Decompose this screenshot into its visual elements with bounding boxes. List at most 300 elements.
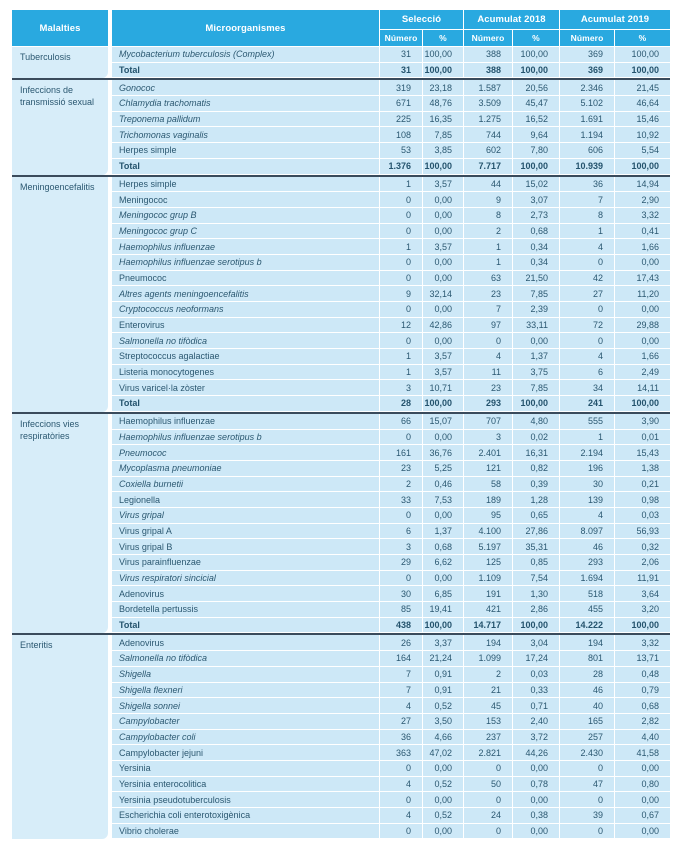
numero-value: 36 xyxy=(380,730,422,745)
numero-value: 257 xyxy=(560,730,614,745)
numero-value: 23 xyxy=(464,380,512,395)
numero-value: 34 xyxy=(560,380,614,395)
percent-value: 32,14 xyxy=(423,286,463,301)
percent-value: 0,03 xyxy=(615,508,670,523)
percent-value: 9,64 xyxy=(513,127,559,142)
percent-value: 0,00 xyxy=(615,255,670,270)
table-row xyxy=(112,667,670,682)
numero-value: 26 xyxy=(380,635,422,650)
percent-value: 0,00 xyxy=(615,824,670,839)
numero-value: 47 xyxy=(560,777,614,792)
percent-value: 13,71 xyxy=(615,651,670,666)
numero-value: 28 xyxy=(560,667,614,682)
numero-value: 28 xyxy=(380,396,422,411)
percent-value: 0,02 xyxy=(513,430,559,445)
numero-value: 0 xyxy=(380,824,422,839)
percent-value: 42,86 xyxy=(423,318,463,333)
microorganism-name: Campylobacter xyxy=(112,714,379,729)
percent-value: 3,07 xyxy=(513,192,559,207)
section-rows xyxy=(112,635,670,839)
percent-value: 3,64 xyxy=(615,586,670,601)
numero-value: 1.109 xyxy=(464,571,512,586)
percent-value: 27,86 xyxy=(513,524,559,539)
percent-value: 19,41 xyxy=(423,602,463,617)
microorganism-name: Virus gripal B xyxy=(112,539,379,554)
table-row xyxy=(112,635,670,650)
percent-value: 0,68 xyxy=(513,224,559,239)
table-row xyxy=(112,96,670,111)
col-subheader-numero: Número xyxy=(464,30,512,46)
total-label: Total xyxy=(112,159,379,174)
table-row xyxy=(112,602,670,617)
numero-value: 153 xyxy=(464,714,512,729)
percent-value: 0,85 xyxy=(513,555,559,570)
numero-value: 29 xyxy=(380,555,422,570)
percent-value: 0,00 xyxy=(615,333,670,348)
percent-value: 33,11 xyxy=(513,318,559,333)
percent-value: 0,67 xyxy=(615,808,670,823)
col-header-microorganismes: Microorganismes xyxy=(112,10,379,46)
percent-value: 5,25 xyxy=(423,461,463,476)
numero-value: 40 xyxy=(560,698,614,713)
numero-value: 95 xyxy=(464,508,512,523)
table-row xyxy=(112,492,670,507)
numero-value: 44 xyxy=(464,177,512,192)
numero-value: 0 xyxy=(380,792,422,807)
microorganism-name: Pneumococ xyxy=(112,271,379,286)
microorganism-name: Coxiella burnetii xyxy=(112,477,379,492)
table-row xyxy=(112,112,670,127)
percent-value: 3,57 xyxy=(423,239,463,254)
numero-value: 3.509 xyxy=(464,96,512,111)
numero-value: 0 xyxy=(380,333,422,348)
percent-value: 1,66 xyxy=(615,349,670,364)
numero-value: 7.717 xyxy=(464,159,512,174)
section-rows xyxy=(112,47,670,78)
percent-value: 1,30 xyxy=(513,586,559,601)
table-row xyxy=(112,445,670,460)
table-row xyxy=(112,824,670,839)
table-row xyxy=(112,80,670,95)
percent-value: 0,00 xyxy=(513,824,559,839)
table-row xyxy=(112,761,670,776)
microorganism-name: Meningococ xyxy=(112,192,379,207)
percent-value: 3,04 xyxy=(513,635,559,650)
numero-value: 2.194 xyxy=(560,445,614,460)
numero-value: 369 xyxy=(560,47,614,62)
percent-value: 100,00 xyxy=(423,618,463,633)
table-row xyxy=(112,177,670,192)
numero-value: 1.194 xyxy=(560,127,614,142)
numero-value: 0 xyxy=(380,761,422,776)
percent-value: 0,65 xyxy=(513,508,559,523)
percent-value: 3,50 xyxy=(423,714,463,729)
numero-value: 27 xyxy=(560,286,614,301)
percent-value: 100,00 xyxy=(423,159,463,174)
percent-value: 4,66 xyxy=(423,730,463,745)
total-label: Total xyxy=(112,618,379,633)
percent-value: 0,34 xyxy=(513,239,559,254)
percent-value: 3,57 xyxy=(423,365,463,380)
table-row xyxy=(112,208,670,223)
numero-value: 0 xyxy=(380,224,422,239)
table-row xyxy=(112,477,670,492)
percent-value: 0,00 xyxy=(423,333,463,348)
percent-value: 0,78 xyxy=(513,777,559,792)
percent-value: 2,73 xyxy=(513,208,559,223)
table-body xyxy=(12,47,670,839)
numero-value: 7 xyxy=(380,683,422,698)
numero-value: 0 xyxy=(380,208,422,223)
percent-value: 2,49 xyxy=(615,365,670,380)
total-label: Total xyxy=(112,396,379,411)
microorganisms-table xyxy=(12,10,670,839)
percent-value: 14,11 xyxy=(615,380,670,395)
numero-value: 161 xyxy=(380,445,422,460)
table-header xyxy=(12,10,670,46)
col-subheader-numero: Número xyxy=(380,30,422,46)
numero-value: 293 xyxy=(464,396,512,411)
numero-value: 36 xyxy=(560,177,614,192)
percent-value: 0,00 xyxy=(423,571,463,586)
col-group-acumulat-2018: Acumulat 2018 xyxy=(464,10,559,29)
table-row xyxy=(112,333,670,348)
numero-value: 3 xyxy=(380,539,422,554)
numero-value: 46 xyxy=(560,683,614,698)
percent-value: 3,85 xyxy=(423,143,463,158)
microorganism-name: Herpes simple xyxy=(112,177,379,192)
percent-value: 14,94 xyxy=(615,177,670,192)
numero-value: 1.275 xyxy=(464,112,512,127)
numero-value: 2 xyxy=(464,224,512,239)
percent-value: 6,85 xyxy=(423,586,463,601)
percent-value: 17,24 xyxy=(513,651,559,666)
numero-value: 139 xyxy=(560,492,614,507)
microorganism-name: Adenovirus xyxy=(112,586,379,601)
table-row xyxy=(112,271,670,286)
percent-value: 15,46 xyxy=(615,112,670,127)
percent-value: 100,00 xyxy=(423,47,463,62)
numero-value: 4 xyxy=(380,698,422,713)
percent-value: 47,02 xyxy=(423,745,463,760)
percent-value: 100,00 xyxy=(615,159,670,174)
numero-value: 12 xyxy=(380,318,422,333)
table-row xyxy=(112,555,670,570)
numero-value: 45 xyxy=(464,698,512,713)
disease-label: Enteritis xyxy=(12,635,108,839)
percent-value: 3,72 xyxy=(513,730,559,745)
microorganism-name: Haemophilus influenzae serotipus b xyxy=(112,255,379,270)
numero-value: 194 xyxy=(560,635,614,650)
percent-value: 29,88 xyxy=(615,318,670,333)
percent-value: 0,91 xyxy=(423,683,463,698)
percent-value: 0,52 xyxy=(423,808,463,823)
numero-value: 4 xyxy=(464,349,512,364)
microorganism-name: Virus parainfluenzae xyxy=(112,555,379,570)
microorganism-name: Escherichia coli enterotoxigènica xyxy=(112,808,379,823)
microorganism-name: Listeria monocytogenes xyxy=(112,365,379,380)
microorganism-name: Meningococ grup C xyxy=(112,224,379,239)
percent-value: 0,00 xyxy=(423,208,463,223)
microorganism-name: Chlamydia trachomatis xyxy=(112,96,379,111)
disease-section xyxy=(12,78,670,174)
percent-value: 0,38 xyxy=(513,808,559,823)
table-row xyxy=(112,683,670,698)
percent-value: 56,93 xyxy=(615,524,670,539)
microorganism-name: Yersinia enterocolitica xyxy=(112,777,379,792)
numero-value: 9 xyxy=(380,286,422,301)
numero-value: 1 xyxy=(560,430,614,445)
percent-value: 2,90 xyxy=(615,192,670,207)
numero-value: 744 xyxy=(464,127,512,142)
percent-value: 0,21 xyxy=(615,477,670,492)
col-group-seleccio: Selecció xyxy=(380,10,463,29)
numero-value: 8 xyxy=(560,208,614,223)
numero-value: 237 xyxy=(464,730,512,745)
numero-value: 438 xyxy=(380,618,422,633)
percent-value: 0,34 xyxy=(513,255,559,270)
microorganism-name: Yersinia xyxy=(112,761,379,776)
numero-value: 1 xyxy=(380,349,422,364)
numero-value: 7 xyxy=(380,667,422,682)
percent-value: 10,92 xyxy=(615,127,670,142)
microorganism-name: Virus respiratori sincicial xyxy=(112,571,379,586)
disease-section xyxy=(12,175,670,412)
table-row xyxy=(112,365,670,380)
percent-value: 0,80 xyxy=(615,777,670,792)
percent-value: 100,00 xyxy=(615,47,670,62)
percent-value: 0,68 xyxy=(423,539,463,554)
microorganism-name: Pneumococ xyxy=(112,445,379,460)
percent-value: 17,43 xyxy=(615,271,670,286)
percent-value: 100,00 xyxy=(615,618,670,633)
disease-label: Meningoencefalitis xyxy=(12,177,108,412)
numero-value: 555 xyxy=(560,414,614,429)
percent-value: 100,00 xyxy=(513,396,559,411)
table-row xyxy=(112,571,670,586)
table-row xyxy=(112,745,670,760)
numero-value: 23 xyxy=(380,461,422,476)
microorganism-name: Shigella sonnei xyxy=(112,698,379,713)
numero-value: 4 xyxy=(560,349,614,364)
percent-value: 4,40 xyxy=(615,730,670,745)
numero-value: 7 xyxy=(464,302,512,317)
percent-value: 2,40 xyxy=(513,714,559,729)
total-row xyxy=(112,396,670,411)
numero-value: 606 xyxy=(560,143,614,158)
numero-value: 194 xyxy=(464,635,512,650)
disease-section xyxy=(12,633,670,839)
percent-value: 0,91 xyxy=(423,667,463,682)
percent-value: 0,00 xyxy=(423,255,463,270)
microorganism-name: Treponema pallidum xyxy=(112,112,379,127)
numero-value: 388 xyxy=(464,47,512,62)
numero-value: 1 xyxy=(380,239,422,254)
numero-value: 0 xyxy=(560,333,614,348)
percent-value: 0,00 xyxy=(423,508,463,523)
section-rows xyxy=(112,177,670,412)
percent-value: 45,47 xyxy=(513,96,559,111)
table-row xyxy=(112,698,670,713)
percent-value: 3,32 xyxy=(615,208,670,223)
table-row xyxy=(112,539,670,554)
percent-value: 0,52 xyxy=(423,698,463,713)
percent-value: 20,56 xyxy=(513,80,559,95)
percent-value: 3,57 xyxy=(423,177,463,192)
numero-value: 421 xyxy=(464,602,512,617)
percent-value: 3,37 xyxy=(423,635,463,650)
table-row xyxy=(112,47,670,62)
numero-value: 2 xyxy=(380,477,422,492)
numero-value: 4.100 xyxy=(464,524,512,539)
percent-value: 0,79 xyxy=(615,683,670,698)
percent-value: 46,64 xyxy=(615,96,670,111)
percent-value: 3,75 xyxy=(513,365,559,380)
numero-value: 0 xyxy=(560,824,614,839)
table-row xyxy=(112,239,670,254)
numero-value: 27 xyxy=(380,714,422,729)
microorganism-name: Virus varicel·la zòster xyxy=(112,380,379,395)
percent-value: 0,00 xyxy=(423,430,463,445)
microorganism-name: Shigella xyxy=(112,667,379,682)
percent-value: 7,85 xyxy=(513,380,559,395)
table-row xyxy=(112,524,670,539)
percent-value: 0,32 xyxy=(615,539,670,554)
numero-value: 2.401 xyxy=(464,445,512,460)
numero-value: 5.102 xyxy=(560,96,614,111)
percent-value: 0,00 xyxy=(513,792,559,807)
numero-value: 4 xyxy=(560,508,614,523)
col-group-acumulat-2019: Acumulat 2019 xyxy=(560,10,670,29)
percent-value: 3,90 xyxy=(615,414,670,429)
microorganism-name: Altres agents meningoencefalitis xyxy=(112,286,379,301)
numero-value: 8.097 xyxy=(560,524,614,539)
percent-value: 0,46 xyxy=(423,477,463,492)
table-row xyxy=(112,792,670,807)
numero-value: 53 xyxy=(380,143,422,158)
microorganism-name: Enterovirus xyxy=(112,318,379,333)
percent-value: 41,58 xyxy=(615,745,670,760)
numero-value: 2.430 xyxy=(560,745,614,760)
table-row xyxy=(112,224,670,239)
percent-value: 11,91 xyxy=(615,571,670,586)
microorganism-name: Salmonella no tifòdica xyxy=(112,333,379,348)
microorganism-name: Salmonella no tifòdica xyxy=(112,651,379,666)
percent-value: 0,00 xyxy=(423,824,463,839)
col-header-malalties: Malalties xyxy=(12,10,108,46)
numero-value: 164 xyxy=(380,651,422,666)
microorganism-name: Shigella flexneri xyxy=(112,683,379,698)
percent-value: 7,80 xyxy=(513,143,559,158)
percent-value: 10,71 xyxy=(423,380,463,395)
microorganism-name: Cryptococcus neoformans xyxy=(112,302,379,317)
percent-value: 44,26 xyxy=(513,745,559,760)
table-row xyxy=(112,651,670,666)
table-row xyxy=(112,461,670,476)
numero-value: 39 xyxy=(560,808,614,823)
numero-value: 0 xyxy=(560,792,614,807)
percent-value: 0,01 xyxy=(615,430,670,445)
percent-value: 2,39 xyxy=(513,302,559,317)
numero-value: 9 xyxy=(464,192,512,207)
numero-value: 72 xyxy=(560,318,614,333)
numero-value: 1.099 xyxy=(464,651,512,666)
percent-value: 11,20 xyxy=(615,286,670,301)
table-row xyxy=(112,286,670,301)
numero-value: 125 xyxy=(464,555,512,570)
numero-value: 0 xyxy=(380,271,422,286)
percent-value: 0,52 xyxy=(423,777,463,792)
numero-value: 33 xyxy=(380,492,422,507)
microorganism-name: Gonococ xyxy=(112,80,379,95)
numero-value: 58 xyxy=(464,477,512,492)
numero-value: 1.376 xyxy=(380,159,422,174)
percent-value: 2,86 xyxy=(513,602,559,617)
percent-value: 100,00 xyxy=(423,63,463,78)
numero-value: 42 xyxy=(560,271,614,286)
numero-value: 4 xyxy=(560,239,614,254)
numero-value: 1.694 xyxy=(560,571,614,586)
numero-value: 66 xyxy=(380,414,422,429)
disease-section xyxy=(12,47,670,78)
numero-value: 23 xyxy=(464,286,512,301)
numero-value: 4 xyxy=(380,777,422,792)
col-subheader-percent: % xyxy=(615,30,670,46)
numero-value: 30 xyxy=(380,586,422,601)
numero-value: 0 xyxy=(560,255,614,270)
numero-value: 14.717 xyxy=(464,618,512,633)
microorganism-name: Adenovirus xyxy=(112,635,379,650)
section-rows xyxy=(112,414,670,634)
percent-value: 1,28 xyxy=(513,492,559,507)
percent-value: 100,00 xyxy=(615,63,670,78)
percent-value: 1,66 xyxy=(615,239,670,254)
percent-value: 0,00 xyxy=(615,792,670,807)
numero-value: 1 xyxy=(464,239,512,254)
percent-value: 4,80 xyxy=(513,414,559,429)
numero-value: 4 xyxy=(380,808,422,823)
numero-value: 319 xyxy=(380,80,422,95)
numero-value: 85 xyxy=(380,602,422,617)
numero-value: 5.197 xyxy=(464,539,512,554)
percent-value: 15,02 xyxy=(513,177,559,192)
section-rows xyxy=(112,80,670,174)
percent-value: 7,85 xyxy=(423,127,463,142)
table-row xyxy=(112,349,670,364)
numero-value: 7 xyxy=(560,192,614,207)
table-row xyxy=(112,302,670,317)
numero-value: 63 xyxy=(464,271,512,286)
percent-value: 35,31 xyxy=(513,539,559,554)
numero-value: 2 xyxy=(464,667,512,682)
numero-value: 0 xyxy=(380,255,422,270)
table-row xyxy=(112,430,670,445)
percent-value: 0,68 xyxy=(615,698,670,713)
numero-value: 707 xyxy=(464,414,512,429)
microorganism-name: Legionella xyxy=(112,492,379,507)
numero-value: 671 xyxy=(380,96,422,111)
numero-value: 602 xyxy=(464,143,512,158)
numero-value: 21 xyxy=(464,683,512,698)
disease-label: Tuberculosis xyxy=(12,47,108,78)
percent-value: 1,37 xyxy=(513,349,559,364)
microorganism-name: Haemophilus influenzae xyxy=(112,414,379,429)
numero-value: 0 xyxy=(464,761,512,776)
col-subheader-percent: % xyxy=(513,30,559,46)
percent-value: 48,76 xyxy=(423,96,463,111)
percent-value: 0,00 xyxy=(423,792,463,807)
percent-value: 36,76 xyxy=(423,445,463,460)
